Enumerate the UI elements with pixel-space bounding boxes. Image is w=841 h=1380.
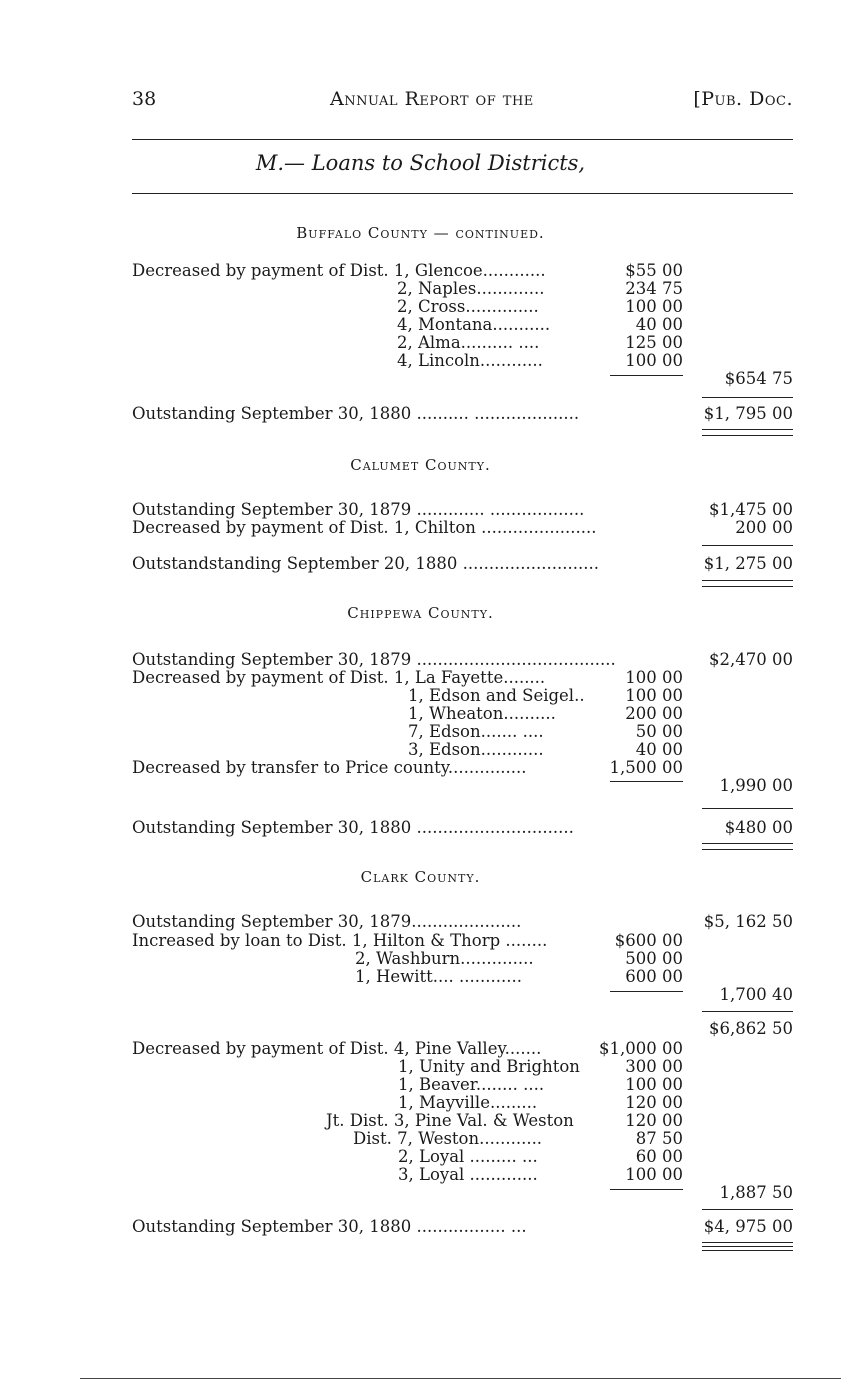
row-label: Dist. 7, Weston............: [353, 1129, 543, 1148]
table-row: [0, 1057, 841, 1076]
row-amount: 100 00: [625, 668, 683, 687]
row-label: 4, Lincoln............: [397, 351, 543, 370]
row-amount: 125 00: [625, 333, 683, 352]
row-label: 2, Alma.......... ....: [397, 333, 540, 352]
running-total-row: [0, 1019, 841, 1038]
row-amount: 40 00: [635, 315, 683, 334]
row-label: 4, Montana...........: [397, 315, 551, 334]
county-heading-clark: Clark County.: [360, 868, 481, 886]
row-label: 2, Loyal ......... ...: [398, 1147, 538, 1166]
row-amount: $600 00: [614, 931, 683, 950]
total-rule: [702, 1011, 793, 1012]
table-row: [0, 722, 841, 741]
table-row: [0, 518, 841, 537]
outstanding-label: Outstanding September 30, 1880 ..............................: [132, 818, 574, 837]
total-rule: [702, 545, 793, 546]
row-amount: $1,475 00: [709, 500, 793, 519]
row-amount: 87 50: [635, 1129, 683, 1148]
outstanding-amount: $4, 975 00: [703, 1217, 793, 1236]
double-rule: [702, 580, 793, 587]
row-amount: 120 00: [625, 1093, 683, 1112]
doc-reference: [Pub. Doc.: [693, 88, 793, 110]
double-rule: [702, 1246, 793, 1251]
page-number: 38: [132, 88, 157, 110]
row-label: Outstanding September 30, 1879 ......................................: [132, 650, 616, 669]
row-amount: 100 00: [625, 1165, 683, 1184]
row-label: 3, Loyal .............: [398, 1165, 538, 1184]
table-row: [0, 740, 841, 759]
row-label: Decreased by payment of Dist. 4, Pine Valley.......: [132, 1039, 542, 1058]
outstanding-row: [0, 818, 841, 837]
table-row: [0, 668, 841, 687]
table-row: [0, 704, 841, 723]
table-row: [0, 297, 841, 316]
row-label: Increased by loan to Dist. 1, Hilton & Thorp ........: [132, 931, 548, 950]
subtotal-amount: 1,700 40: [719, 985, 793, 1004]
subtotal-row: [0, 1183, 841, 1202]
row-amount: 60 00: [635, 1147, 683, 1166]
county-heading-buffalo: Buffalo County — continued.: [296, 224, 545, 242]
row-amount: 120 00: [625, 1111, 683, 1130]
row-label: 1, Mayville.........: [398, 1093, 538, 1112]
table-row: [0, 912, 841, 931]
row-amount: 40 00: [635, 740, 683, 759]
table-row: [0, 967, 841, 986]
table-row: [0, 500, 841, 519]
subtotal-row: [0, 776, 841, 795]
row-label: 1, Beaver........ ....: [398, 1075, 545, 1094]
row-label: 1, Hewitt.... ............: [355, 967, 522, 986]
table-row: [0, 315, 841, 334]
row-amount: 200 00: [735, 518, 793, 537]
section-title: M.— Loans to School Districts,: [255, 151, 586, 175]
row-amount: 1,500 00: [609, 758, 683, 777]
total-rule: [702, 1209, 793, 1210]
subtotal-amount: 1,887 50: [719, 1183, 793, 1202]
row-amount: 100 00: [625, 686, 683, 705]
row-label: 2, Naples.............: [397, 279, 545, 298]
table-row: [0, 650, 841, 669]
row-amount: 100 00: [625, 351, 683, 370]
row-label: Decreased by payment of Dist. 1, Chilton ......................: [132, 518, 597, 537]
row-label: Outstanding September 30, 1879.....................: [132, 912, 522, 931]
row-amount: 100 00: [625, 297, 683, 316]
row-label: Decreased by payment of Dist. 1, La Fayette........: [132, 668, 546, 687]
row-label: 1, Wheaton..........: [408, 704, 556, 723]
row-label: Decreased by transfer to Price county...............: [132, 758, 527, 777]
table-row: [0, 1075, 841, 1094]
title-rule: [132, 193, 793, 194]
row-label: 3, Edson............: [408, 740, 544, 759]
row-amount: $2,470 00: [709, 650, 793, 669]
table-row: [0, 1165, 841, 1184]
row-amount: 50 00: [635, 722, 683, 741]
double-rule: [702, 429, 793, 436]
outstanding-amount: $480 00: [724, 818, 793, 837]
running-title: Annual Report of the: [330, 88, 534, 110]
outstanding-amount: $1, 275 00: [703, 554, 793, 573]
row-label: 1, Unity and Brighton: [398, 1057, 580, 1076]
table-row: [0, 1093, 841, 1112]
row-amount: $5, 162 50: [703, 912, 793, 931]
outstanding-row: [0, 554, 841, 573]
row-amount: 500 00: [625, 949, 683, 968]
outstanding-label: Outstandstanding September 20, 1880 ..........................: [132, 554, 599, 573]
total-rule: [702, 808, 793, 809]
row-label: Jt. Dist. 3, Pine Val. & Weston: [326, 1111, 574, 1130]
row-label: 7, Edson....... ....: [408, 722, 544, 741]
outstanding-row: [0, 1217, 841, 1236]
table-row: [0, 279, 841, 298]
double-rule: [702, 843, 793, 850]
row-label: Decreased by payment of Dist. 1, Glencoe............: [132, 261, 546, 280]
row-amount: $55 00: [625, 261, 683, 280]
outstanding-amount: $1, 795 00: [703, 404, 793, 423]
row-label: 2, Cross..............: [397, 297, 539, 316]
table-row: [0, 261, 841, 280]
table-row: [0, 351, 841, 370]
table-row: [0, 1111, 841, 1130]
table-row: [0, 931, 841, 950]
table-row: [0, 758, 841, 777]
row-amount: 100 00: [625, 1075, 683, 1094]
row-amount: 600 00: [625, 967, 683, 986]
row-amount: 234 75: [625, 279, 683, 298]
subtotal-row: [0, 369, 841, 388]
outstanding-row: [0, 404, 841, 423]
county-heading-chippewa: Chippewa County.: [347, 604, 494, 622]
table-row: [0, 1129, 841, 1148]
subtotal-amount: $654 75: [724, 369, 793, 388]
subtotal-row: [0, 985, 841, 1004]
row-amount: 200 00: [625, 704, 683, 723]
table-row: [0, 686, 841, 705]
running-total-amount: $6,862 50: [709, 1019, 793, 1038]
table-row: [0, 1147, 841, 1166]
bottom-rule: [80, 1378, 841, 1379]
row-amount: $1,000 00: [599, 1039, 683, 1058]
table-row: [0, 1039, 841, 1058]
county-heading-calumet: Calumet County.: [350, 456, 491, 474]
header-rule: [132, 139, 793, 140]
row-label: 1, Edson and Seigel..: [408, 686, 585, 705]
outstanding-label: Outstanding September 30, 1880 .......... ....................: [132, 404, 580, 423]
subtotal-amount: 1,990 00: [719, 776, 793, 795]
total-rule: [702, 397, 793, 398]
row-label: 2, Washburn..............: [355, 949, 534, 968]
row-amount: 300 00: [625, 1057, 683, 1076]
table-row: [0, 333, 841, 352]
table-row: [0, 949, 841, 968]
outstanding-label: Outstanding September 30, 1880 ................. ...: [132, 1217, 527, 1236]
row-label: Outstanding September 30, 1879 ............. ..................: [132, 500, 585, 519]
